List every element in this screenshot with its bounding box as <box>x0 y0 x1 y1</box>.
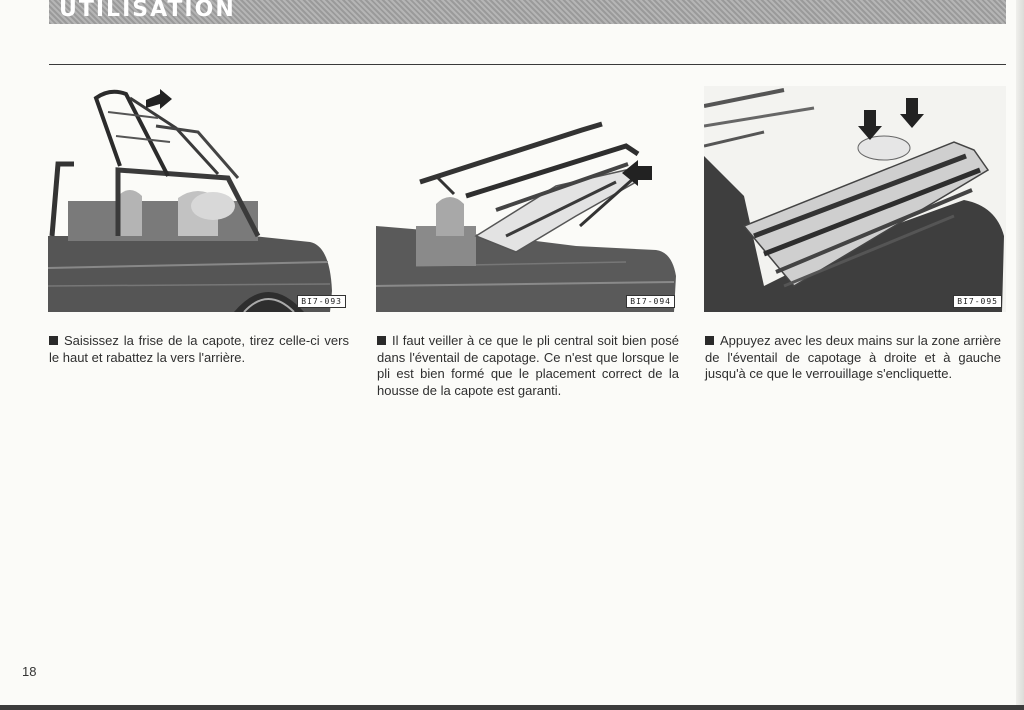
header-rule <box>49 64 1006 65</box>
figure-reference: BI7-094 <box>626 295 675 308</box>
bullet-icon <box>705 336 714 345</box>
section-title: UTILISATION <box>59 0 236 22</box>
car-top-raised-illustration <box>48 86 350 312</box>
page-edge <box>1016 0 1024 710</box>
page-bottom-edge <box>0 705 1024 710</box>
top-latching-illustration <box>704 86 1006 312</box>
figure-2 <box>376 86 679 312</box>
page-number: 18 <box>22 664 37 679</box>
figure-3 <box>704 86 1006 312</box>
caption-text: Appuyez avec les deux mains sur la zone arrière de l'éventail de capotage à droite et à gauche jusqu'à ce que le verrouillage s'encliquette. <box>705 333 1001 381</box>
header-band <box>49 0 1006 24</box>
top-folding-illustration <box>376 86 679 312</box>
caption-text: Saisissez la frise de la capote, tirez celle-ci vers le haut et rabattez la vers l'arrière. <box>49 333 349 365</box>
caption-3 <box>705 333 1001 383</box>
bullet-icon <box>49 336 58 345</box>
caption-1 <box>49 333 349 366</box>
caption-2 <box>377 333 679 399</box>
bullet-icon <box>377 336 386 345</box>
caption-text: Il faut veiller à ce que le pli central soit bien posé dans l'éventail de capotage. Ce n'est que lorsque le pli est bien formé que le placement correct de la housse de la capote est garanti. <box>377 333 679 398</box>
figure-reference: BI7-095 <box>953 295 1002 308</box>
figure-reference: BI7-093 <box>297 295 346 308</box>
figure-1 <box>48 86 350 312</box>
